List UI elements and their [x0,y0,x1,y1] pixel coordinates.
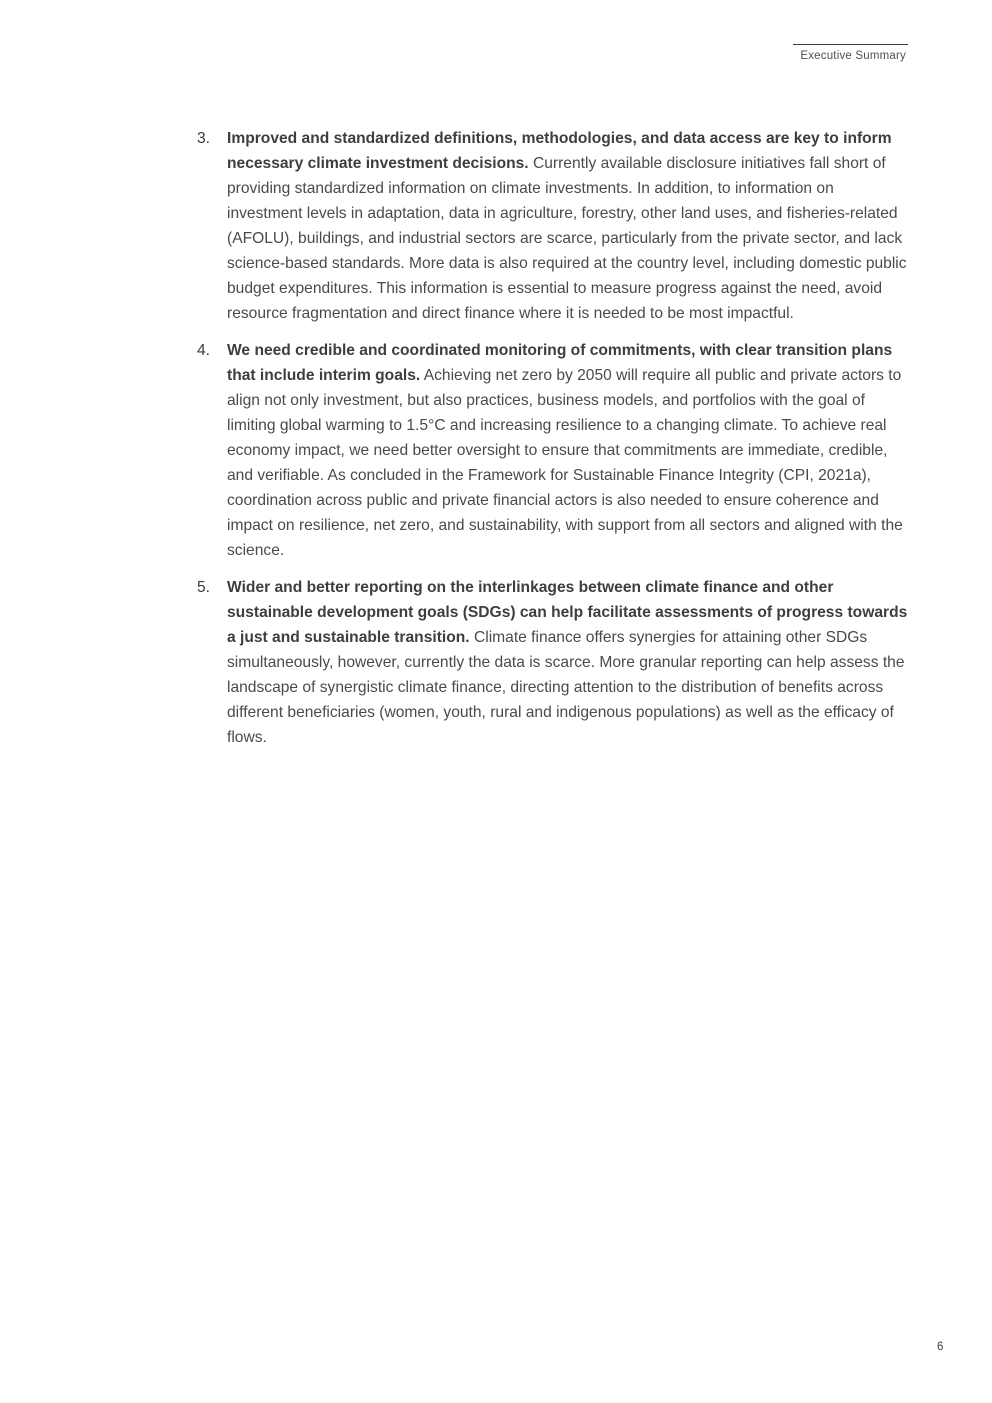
header-rule [793,44,908,45]
list-item-number: 3. [197,130,211,147]
list-item-lead: Wider and better reporting on the interlinkages between climate finance and other sustainable development goals (SDGs) can help facilitate assessments of progress towards a just and sustainable transition. [227,579,908,646]
list-item-number: 5. [197,579,211,596]
list-item-body: Currently available disclosure initiatives fall short of providing standardized information on climate investments. In addition, to information on investment levels in adaptation, data in agriculture, forestry, other land uses, and fisheries-related (AFOLU), buildings, and industrial sectors are scarce, particularly from the private sector, and lack science-based standards. More data is also required at the country level, including domestic public budget expenditures. This information is essential to measure progress against the need, avoid resource fragmentation and direct finance where it is needed to be most impactful. [227,155,907,322]
list-item-number: 4. [197,342,211,359]
page-number: 6 [937,1341,944,1353]
list-item-lead: We need credible and coordinated monitoring of commitments, with clear transition plans that include interim goals. [227,342,893,384]
list-item [196,338,910,563]
list-item [196,575,910,750]
list-item-body: Achieving net zero by 2050 will require all public and private actors to align not only investment, but also practices, business models, and portfolios with the goal of limiting global warming to 1.5°C and increasing resilience to a changing climate. To achieve real economy impact, we need better oversight to ensure that commitments are immediate, credible, and verifiable. As concluded in the Framework for Sustainable Finance Integrity (CPI, 2021a), coordination across public and private financial actors is also needed to ensure coherence and impact on resilience, net zero, and sustainability, with support from all sectors and aligned with the science. [227,367,903,559]
numbered-list [196,126,910,762]
list-item-body: Climate finance offers synergies for attaining other SDGs simultaneously, however, currently the data is scarce. More granular reporting can help assess the landscape of synergistic climate finance, directing attention to the distribution of benefits across different beneficiaries (women, youth, rural and indigenous populations) as well as the efficacy of flows. [227,629,905,746]
section-header-title: Executive Summary [800,50,906,62]
list-item-lead: Improved and standardized definitions, methodologies, and data access are key to inform necessary climate investment decisions. [227,130,892,172]
list-item [196,126,910,326]
